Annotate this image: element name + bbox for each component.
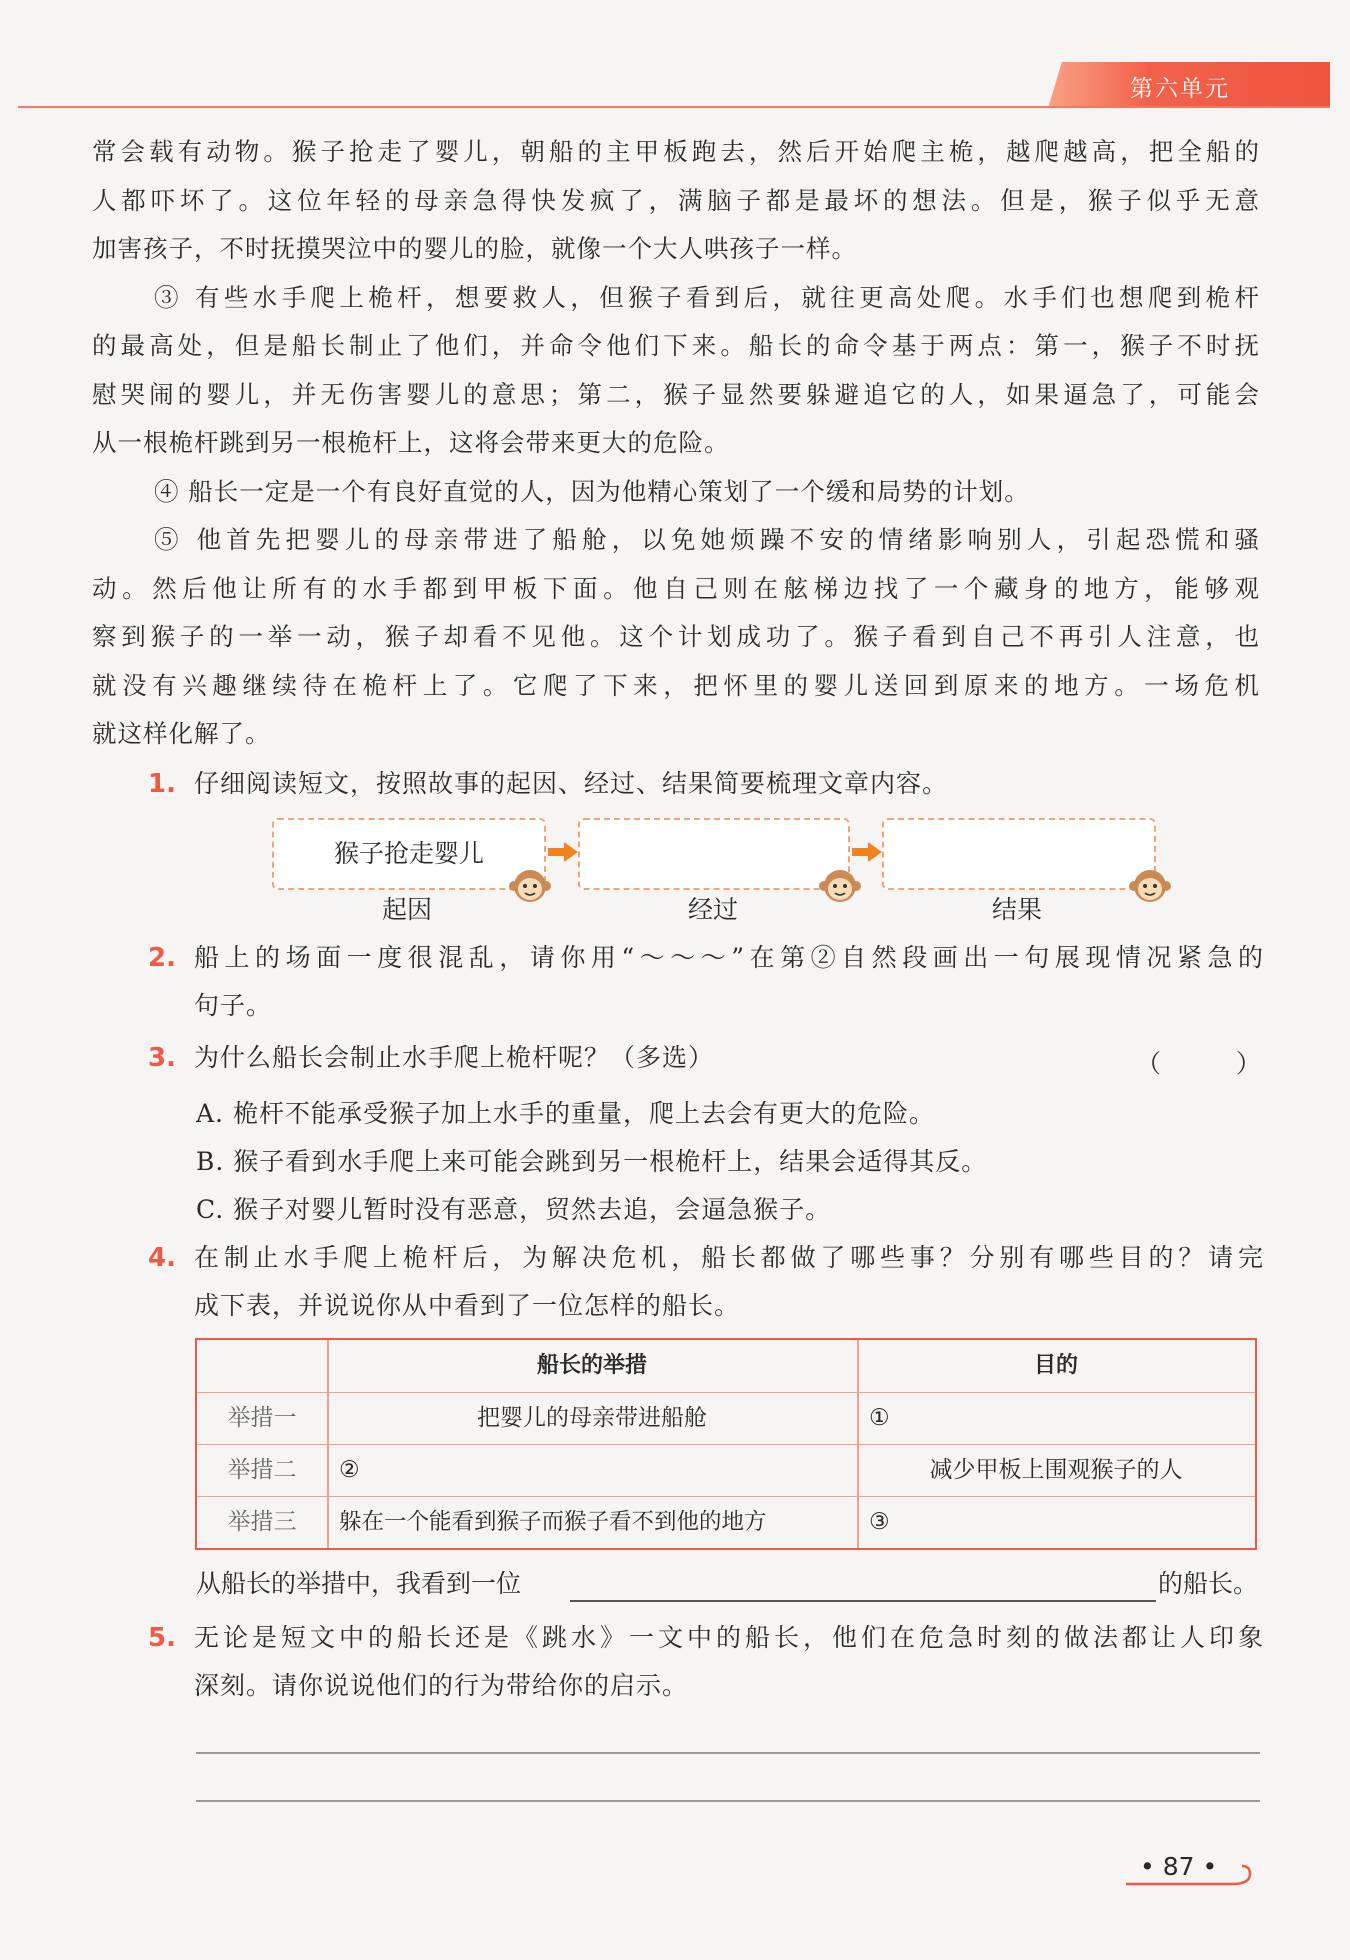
question-5 [148,1614,1264,1710]
option-b[interactable]: B. 猴子看到水手爬上来可能会跳到另一根桅杆上，结果会适得其反。 [196,1147,988,1176]
cause-box [272,818,546,890]
option-a[interactable]: A. 桅杆不能承受猴子加上水手的重量，爬上去会有更大的危险。 [196,1099,935,1128]
question-text: 在制止水手爬上桅杆后，为解决危机，船长都做了哪些事？分别有哪些目的？请完 [194,1243,1264,1272]
page-number: • 87 • [1140,1852,1218,1881]
passage-line: 慰哭闹的婴儿，并无伤害婴儿的意思；第二，猴子显然要躲避追它的人，如果逼急了，可能会 [92,379,1260,409]
question-1 [148,760,1264,808]
row-label: 举措一 [227,1405,297,1431]
measures-table [195,1338,1257,1550]
unit-label: 第六单元 [1130,76,1230,102]
row-label: 举措二 [227,1457,297,1483]
flow-label-result: 结果 [992,895,1043,924]
header-purpose: 目的 [1033,1353,1078,1378]
answer-line[interactable] [196,1752,1260,1754]
passage-line: ④ 船长一定是一个有良好直觉的人，因为他精心策划了一个缓和局势的计划。 [154,476,1030,506]
question-number: 4. [148,1243,176,1273]
page-swoosh-icon [1124,1862,1256,1888]
passage-line: 就这样化解了。 [92,719,271,748]
question-text-cont: 深刻。请你说说他们的行为带给你的启示。 [194,1671,689,1700]
monkey-icon [508,866,552,906]
process-answer-box[interactable] [578,818,850,890]
question-number: 3. [148,1043,176,1073]
question-4 [148,1234,1264,1330]
passage-line: ③ 有些水手爬上桅杆，想要救人，但猴子看到后，就往更高处爬。水手们也想爬到桅杆 [154,282,1260,312]
conclusion-suffix: 的船长。 [1158,1569,1259,1598]
conclusion-prefix: 从船长的举措中，我看到一位 [196,1569,522,1598]
option-c[interactable]: C. 猴子对婴儿暂时没有恶意，贸然去追，会逼急猴子。 [196,1195,832,1224]
row-action-blank[interactable]: ② [339,1457,360,1483]
passage-line: 就没有兴趣继续待在桅杆上了。它爬了下来，把怀里的婴儿送回到原来的地方。一场危机 [92,670,1260,700]
question-number: 5. [148,1623,176,1653]
passage-line: 察到猴子的一举一动，猴子却看不见他。这个计划成功了。猴子看到自己不再引人注意，也 [92,622,1260,651]
header-divider [18,106,1330,108]
passage-line: 动。然后他让所有的水手都到甲板下面。他自己则在舷梯边找了一个藏身的地方，能够观 [92,573,1260,603]
question-text: 船上的场面一度很混乱，请你用“～～～”在第②自然段画出一句展现情况紧急的 [194,943,1264,972]
question-3 [148,1034,1264,1082]
row-label: 举措三 [227,1509,297,1535]
result-answer-box[interactable] [882,818,1156,890]
question-text: 仔细阅读短文，按照故事的起因、经过、结果简要梳理文章内容。 [194,769,949,798]
row-action: 把婴儿的母亲带进船舱 [477,1405,707,1431]
monkey-icon [1128,866,1172,906]
question-number: 1. [148,769,176,799]
header-actions: 船长的举措 [536,1353,647,1378]
question-2 [148,934,1264,1030]
question-text-cont: 成下表，并说说你从中看到了一位怎样的船长。 [194,1291,741,1320]
passage-line: 从一根桅杆跳到另一根桅杆上，这将会带来更大的危险。 [92,428,730,457]
arrow-right-icon [852,842,882,862]
passage-line: 常会载有动物。猴子抢走了婴儿，朝船的主甲板跑去，然后开始爬主桅，越爬越高，把全船的 [92,137,1260,166]
reading-passage [92,128,1260,759]
question-text: 无论是短文中的船长还是《跳水》一文中的船长，他们在危急时刻的做法都让人印象 [194,1623,1264,1652]
cause-text: 猴子抢走婴儿 [333,839,484,868]
passage-line: 的最高处，但是船长制止了他们，并命令他们下来。船长的命令基于两点：第一，猴子不时抚 [92,331,1260,360]
question-text: 为什么船长会制止水手爬上桅杆呢？（多选） [194,1043,715,1072]
answer-line[interactable] [196,1800,1260,1802]
row-purpose-blank[interactable]: ③ [869,1509,890,1535]
fill-blank-line[interactable] [570,1600,1156,1602]
flow-label-process: 经过 [688,895,739,924]
question-text-cont: 句子。 [194,991,273,1020]
flow-label-cause: 起因 [382,895,433,924]
answer-parentheses[interactable]: （ ） [1136,1049,1262,1078]
row-action: 躲在一个能看到猴子而猴子看不到他的地方 [339,1509,767,1535]
arrow-right-icon [548,842,578,862]
passage-line: 加害孩子，不时抚摸哭泣中的婴儿的脸，就像一个大人哄孩子一样。 [92,234,857,263]
row-purpose: 减少甲板上围观猴子的人 [929,1457,1183,1483]
row-purpose-blank[interactable]: ① [869,1405,890,1431]
question-number: 2. [148,943,176,973]
passage-line: 人都吓坏了。这位年轻的母亲急得快发疯了，满脑子都是最坏的想法。但是，猴子似乎无意 [92,185,1260,215]
monkey-icon [818,866,862,906]
passage-line: ⑤ 他首先把婴儿的母亲带进了船舱，以免她烦躁不安的情绪影响别人，引起恐慌和骚 [154,525,1260,554]
